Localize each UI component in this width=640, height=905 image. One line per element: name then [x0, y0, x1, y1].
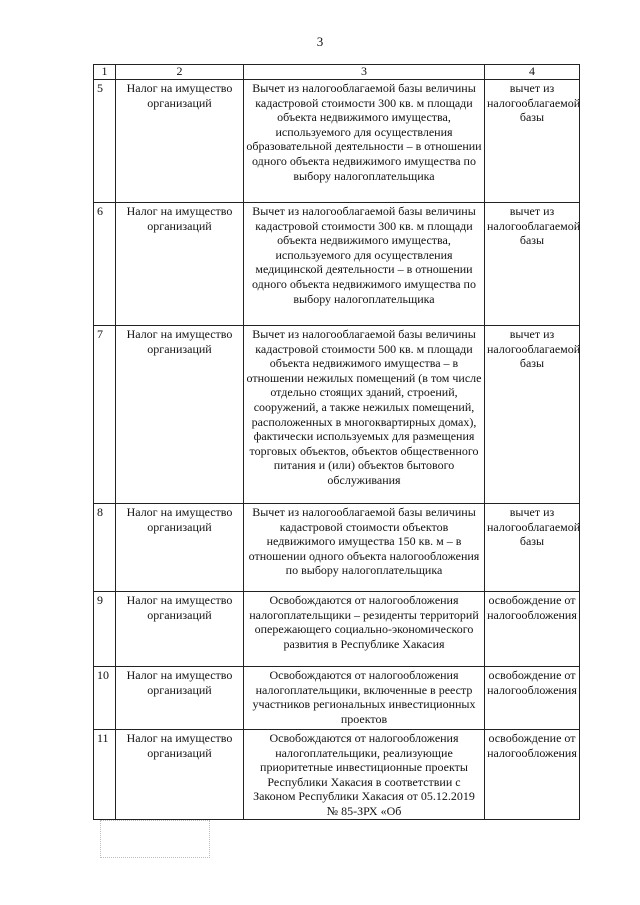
- benefit-description-cell: Вычет из налогооблагаемой базы величины кадастровой стоимости 300 кв. м площади объекта недвижимого имущества, используемого для осуществления образовательной деятельности – в отношении одного объекта недвижимого имущества по выбору налогоплательщика: [244, 80, 485, 203]
- benefit-kind-cell: освобождение от налогообложения: [485, 592, 580, 667]
- benefit-description-cell: Освобождаются от налогообложения налогоплательщики, реализующие приоритетные инвестиционные проекты Республики Хакасия в соответствии с Законом Республики Хакасия от 05.12.2019 № 85-ЗРХ «Об: [244, 730, 485, 820]
- tax-type-cell: Налог на имущество организаций: [116, 80, 244, 203]
- tax-type-cell: Налог на имущество организаций: [116, 667, 244, 730]
- row-number: 5: [94, 80, 116, 203]
- table-row: [94, 203, 580, 326]
- row-number: 11: [94, 730, 116, 820]
- table-row: [94, 667, 580, 730]
- column-header-1: 1: [94, 65, 116, 80]
- row-number: 10: [94, 667, 116, 730]
- tax-type-cell: Налог на имущество организаций: [116, 592, 244, 667]
- row-number: 7: [94, 326, 116, 504]
- benefit-kind-cell: вычет из налогооблагаемой базы: [485, 326, 580, 504]
- faded-stamp: [100, 820, 210, 858]
- tax-type-cell: Налог на имущество организаций: [116, 504, 244, 592]
- table-row: [94, 504, 580, 592]
- page-number: 3: [316, 34, 324, 49]
- tax-type-cell: Налог на имущество организаций: [116, 730, 244, 820]
- benefit-description-cell: Освобождаются от налогообложения налогоплательщики, включенные в реестр участников региональных инвестиционных проектов: [244, 667, 485, 730]
- benefit-kind-cell: вычет из налогооблагаемой базы: [485, 80, 580, 203]
- table-row: [94, 326, 580, 504]
- benefit-kind-cell: вычет из налогооблагаемой базы: [485, 504, 580, 592]
- benefit-description-cell: Освобождаются от налогообложения налогоплательщики – резиденты территорий опережающего социально-экономического развития в Республике Хакасия: [244, 592, 485, 667]
- benefit-description-cell: Вычет из налогооблагаемой базы величины кадастровой стоимости 300 кв. м площади объекта недвижимого имущества, используемого для осуществления медицинской деятельности – в отношении одного объекта недвижимого имущества по выбору налогоплательщика: [244, 203, 485, 326]
- table-header-row: [94, 65, 580, 80]
- column-header-2: 2: [116, 65, 244, 80]
- tax-benefits-table: [93, 64, 580, 820]
- benefit-kind-cell: вычет из налогооблагаемой базы: [485, 203, 580, 326]
- column-header-3: 3: [244, 65, 485, 80]
- row-number: 8: [94, 504, 116, 592]
- row-number: 9: [94, 592, 116, 667]
- table-row: [94, 730, 580, 820]
- tax-type-cell: Налог на имущество организаций: [116, 326, 244, 504]
- table-row: [94, 80, 580, 203]
- table-row: [94, 592, 580, 667]
- tax-type-cell: Налог на имущество организаций: [116, 203, 244, 326]
- benefit-description-cell: Вычет из налогооблагаемой базы величины кадастровой стоимости 500 кв. м площади объекта недвижимого имущества – в отношении нежилых помещений (в том числе отдельно стоящих зданий, строений, сооружений, а также нежилых помещений, расположенных в многоквартирных домах), фактически используемых для размещения торговых объектов, объектов общественного питания и (или) объектов бытового обслуживания: [244, 326, 485, 504]
- benefit-kind-cell: освобождение от налогообложения: [485, 730, 580, 820]
- row-number: 6: [94, 203, 116, 326]
- benefit-kind-cell: освобождение от налогообложения: [485, 667, 580, 730]
- benefit-description-cell: Вычет из налогооблагаемой базы величины кадастровой стоимости объектов недвижимого имущества 150 кв. м – в отношении одного объекта налогообложения по выбору налогоплательщика: [244, 504, 485, 592]
- column-header-4: 4: [485, 65, 580, 80]
